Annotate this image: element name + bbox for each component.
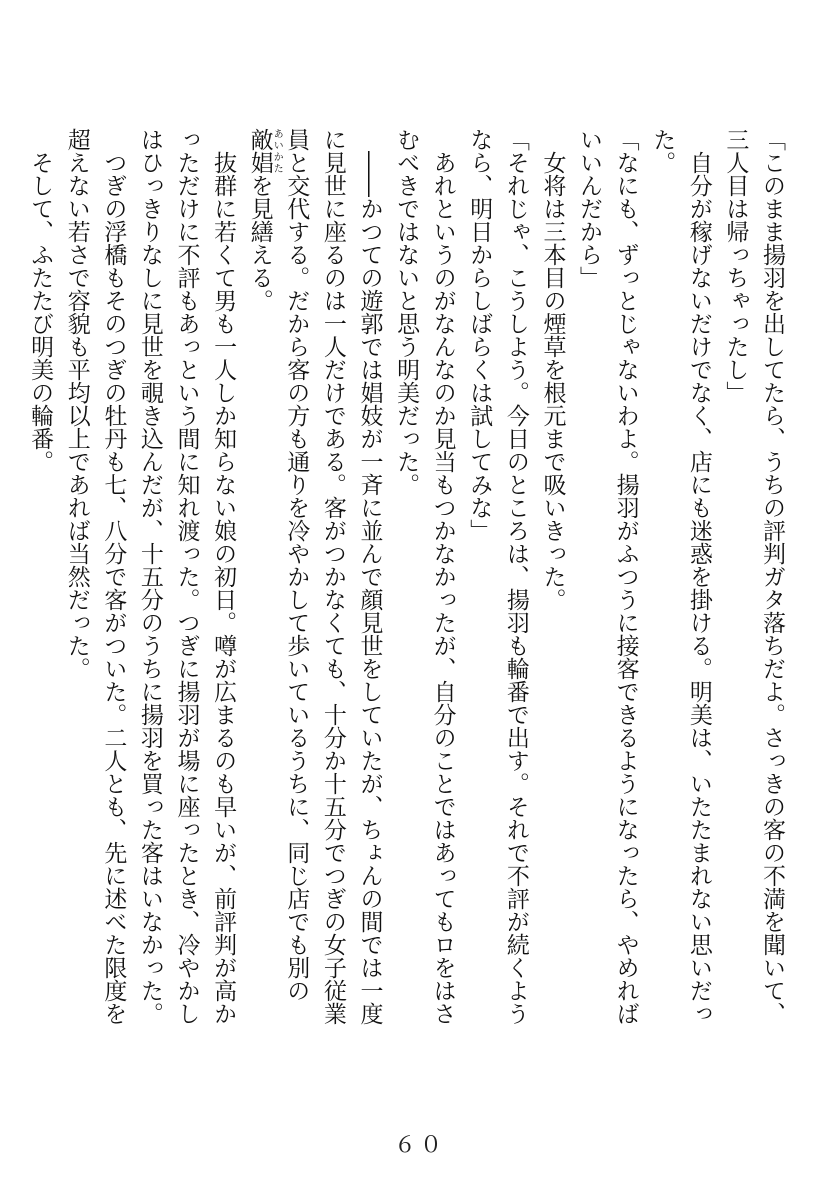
paragraph-8: 抜群に若くて男も一人しか知らない娘の初日。噂が広まるのも早いが、前評判が高かっただけに不評もあっという間に知れ渡った。つぎに揚羽が場に座ったとき、冷やかしはひっきりなしに見世を覗き込んだが、十五分のうちに揚羽を買った客はいなかった。: [136, 128, 237, 1025]
paragraph-7-text: ――かつての遊郭では娼妓が一斉に並んで顔見世をしていたが、ちょんの間では一度に見世に座るのは一人だけである。客がつかなくても、十分か十五分でつぎの女子従業員と交代する。だから客の方も通りを冷やかして歩いているうちに、同じ店でも別の: [283, 128, 383, 1025]
paragraph-5: 「それじゃ、こうしよう。今日のところは、揚羽も輪番で出す。それで不評が続くようなら、明日からしばらくは試してみな」: [466, 128, 529, 1025]
page-number: ６０: [393, 1133, 446, 1158]
ruby-base: 敵娼: [246, 128, 273, 174]
paragraph-6: あれというのがなんなのか見当もつかなかったが、自分のことではあってもロをはさむべきではないと思う明美だった。: [393, 128, 456, 1025]
paragraph-1: 「このまま揚羽を出してたら、うちの評判ガタ落ちだよ。さっきの客の不満を聞いて、三人目は帰っちゃったし」: [722, 128, 785, 1025]
vertical-text-body: [27, 128, 790, 1028]
paragraph-4: 女将は三本目の煙草を根元まで吸いきった。: [539, 128, 566, 611]
paragraph-2: 自分が稼げないだけでなく、店にも迷惑を掛ける。明美は、いたたまれない思いだった。: [649, 128, 712, 1025]
paragraph-10: そして、ふたたび明美の輪番。: [27, 128, 54, 473]
paragraph-3: 「なにも、ずっとじゃないわよ。揚羽がふつうに接客できるようになったら、やめればいいんだから」: [576, 128, 639, 1025]
ruby-reading: あいかた: [271, 128, 283, 174]
paragraph-9: つぎの浮橋もそのつぎの牡丹も七、八分で客がついた。二人とも、先に述べた限度を超えない若さで容貌も平均以上であれば当然だった。: [63, 128, 127, 1025]
paragraph-7: [241, 128, 387, 1028]
paragraph-7-tail: を見繕える。: [246, 174, 273, 312]
ruby-aikata: [246, 128, 283, 174]
